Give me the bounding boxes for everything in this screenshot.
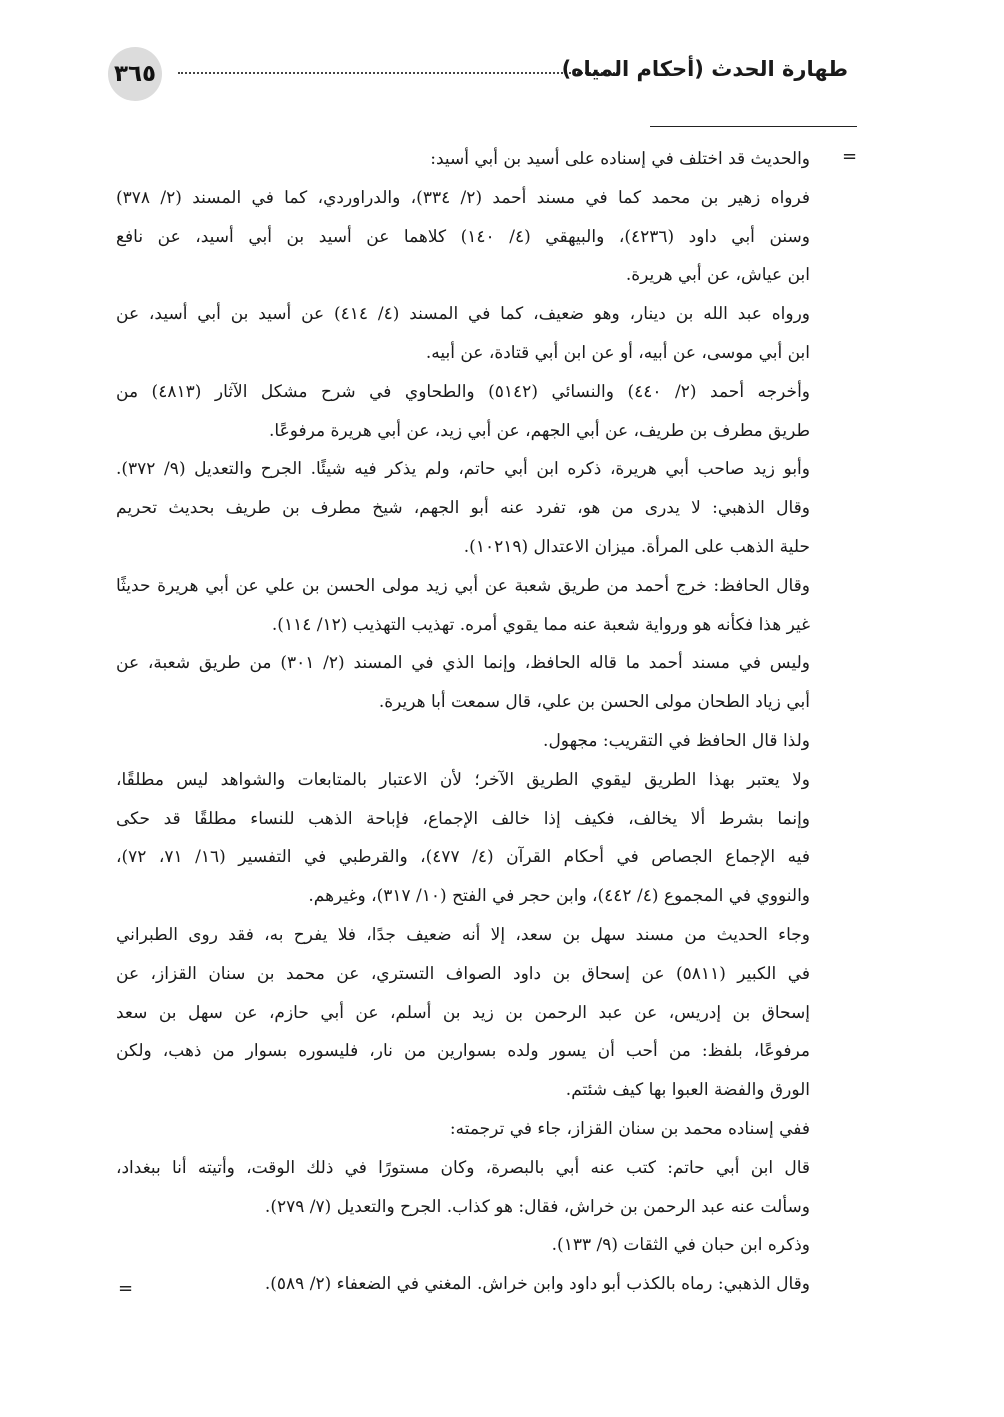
text-line: وإنما بشرط ألا يخالف، فكيف إذا خالف الإجماع، فإباحة الذهب للنساء مطلقًا قد حكى xyxy=(116,808,810,829)
text-line: ففي إسناده محمد بن سنان القزاز، جاء في ترجمته: xyxy=(449,1118,810,1139)
text-line: ولذا قال الحافظ في التقريب: مجهول. xyxy=(543,730,810,751)
text-line: وأبو زيد صاحب أبي هريرة، ذكره ابن أبي حاتم، ولم يذكر فيه شيئًا. الجرح والتعديل (٩/ ٣٧٢). xyxy=(116,459,810,480)
page-header xyxy=(108,47,848,101)
text-line: أبي زياد الطحان مولى الحسن بن علي، قال سمعت أبا هريرة. xyxy=(378,692,810,713)
text-line: وليس في مسند أحمد ما قاله الحافظ، وإنما الذي في المسند (٢/ ٣٠١) من طريق شعبة، عن xyxy=(116,653,810,674)
footnote-separator xyxy=(650,126,857,127)
text-line: فرواه زهير بن محمد كما في مسند أحمد (٢/ ٣٣٤)، والدراوردي، كما في المسند (٢/ ٣٧٨) xyxy=(116,187,811,208)
page-number: ٣٦٥ xyxy=(108,47,162,101)
text-line: مرفوعًا، بلفظ: من أحب أن يسور ولده بسوارين من نار، فليسوره بسوار من ذهب، ولكن xyxy=(116,1041,810,1062)
text-line: وقال الذهبي: لا يدرى من هو، تفرد عنه أبو الجهم، شيخ مطرف بن طريف بحديث تحريم xyxy=(116,498,810,519)
text-line: ابن عياش، عن أبي هريرة. xyxy=(625,265,810,286)
text-line: وذكره ابن حبان في الثقات (٩/ ١٣٣). xyxy=(551,1235,810,1256)
continuation-mark-top: = xyxy=(842,146,858,167)
text-line: والحديث قد اختلف في إسناده على أسيد بن أبي أسيد: xyxy=(430,149,810,169)
header-dotted-leader xyxy=(178,72,618,74)
text-line: الورق والفضة العبوا بها كيف شئتم. xyxy=(565,1080,810,1101)
text-line: وأخرجه أحمد (٢/ ٤٤٠) والنسائي (٥١٤٢) والطحاوي في شرح مشكل الآثار (٤٨١٣) من xyxy=(116,381,810,402)
text-line: والنووي في المجموع (٤/ ٤٤٢)، وابن حجر في الفتح (١٠/ ٣١٧)، وغيرهم. xyxy=(308,886,810,907)
text-line: طريق مطرف بن طريف، عن أبي الجهم، عن أبي زيد، عن أبي هريرة مرفوعًا. xyxy=(269,420,810,441)
text-line: في الكبير (٥٨١١) عن إسحاق بن داود الصواف التستري، عن محمد بن سنان القزاز، عن xyxy=(116,963,810,984)
continuation-mark-bottom: = xyxy=(118,1278,134,1299)
text-line: ابن أبي موسى، عن أبيه، أو عن ابن أبي قتادة، عن أبيه. xyxy=(425,342,810,363)
footnote-text-body xyxy=(116,140,810,1304)
text-line: وسألت عنه عبد الرحمن بن خراش، فقال: هو كذاب. الجرح والتعديل (٧/ ٢٧٩). xyxy=(264,1196,810,1217)
text-line: قال ابن أبي حاتم: كتب عنه أبي بالبصرة، وكان مستورًا في ذلك الوقت، وأتيته أنا ببغداد، xyxy=(116,1157,810,1178)
text-line: وقال الذهبي: رماه بالكذب أبو داود وابن خراش. المغني في الضعفاء (٢/ ٥٨٩). xyxy=(264,1274,810,1295)
text-line: إسحاق بن إدريس، عن عبد الرحمن بن زيد بن أسلم، عن أبي حازم، عن سهل بن سعد xyxy=(116,1002,810,1023)
text-line: وسنن أبي داود (٤٢٣٦)، والبيهقي (٤/ ١٤٠) كلاهما عن أسيد بن أبي أسيد، عن نافع xyxy=(116,226,810,247)
text-line: حلية الذهب على المرأة. ميزان الاعتدال (١٠٢١٩). xyxy=(463,536,810,557)
text-line: ولا يعتبر بهذا الطريق ليقوي الطريق الآخر؛ لأن الاعتبار بالمتابعات والشواهد ليس مطلقًا، xyxy=(116,769,810,790)
text-line: وقال الحافظ: خرج أحمد من طريق شعبة عن أبي زيد مولى الحسن بن علي عن أبي هريرة حديثًا xyxy=(116,575,810,596)
text-line: وجاء الحديث من مسند سهل بن سعد، إلا أنه ضعيف جدًا، فلا يفرح به، فقد روى الطبراني xyxy=(116,924,810,945)
chapter-title: طهارة الحدث (أحكام المياه) xyxy=(561,57,848,81)
text-line: ورواه عبد الله بن دينار، وهو ضعيف، كما في المسند (٤/ ٤١٤) عن أسيد بن أبي أسيد، عن xyxy=(116,304,810,325)
text-line: غير هذا فكأنه هو ورواية شعبة عنه مما يقوي أمره. تهذيب التهذيب (١٢/ ١١٤). xyxy=(271,614,810,635)
text-line: فيه الإجماع الجصاص في أحكام القرآن (٤/ ٤٧٧)، والقرطبي في التفسير (١٦/ ٧١، ٧٢)، xyxy=(116,847,810,868)
